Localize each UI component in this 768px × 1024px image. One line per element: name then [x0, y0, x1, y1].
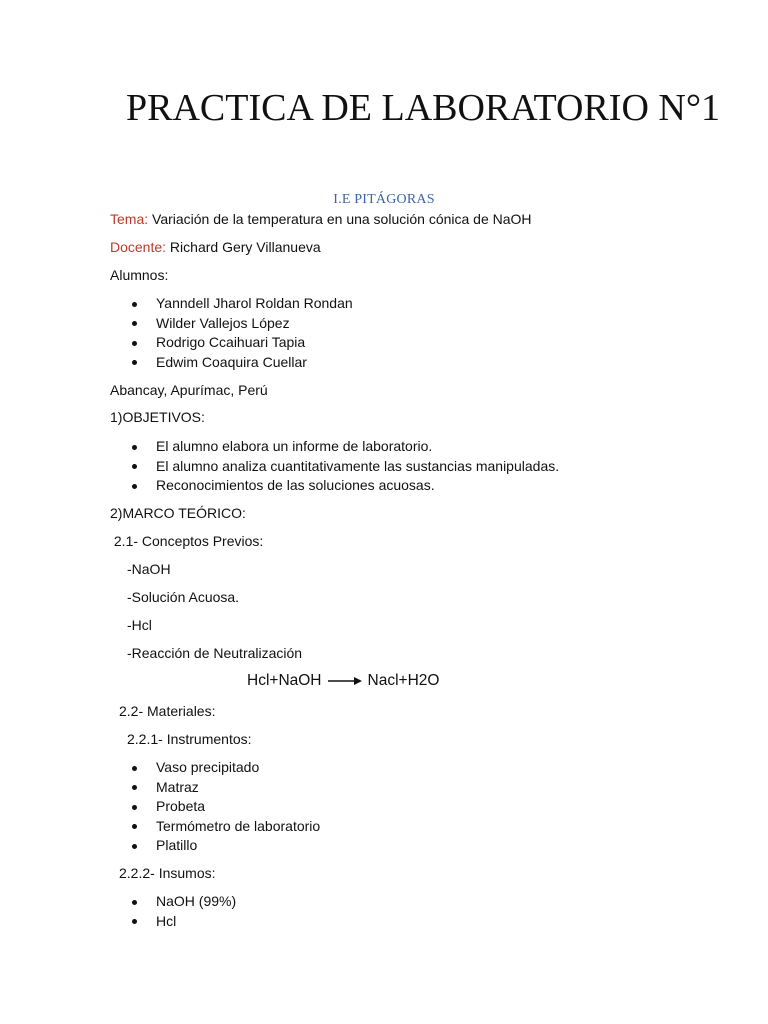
concepto-item: -Solución Acuosa.: [127, 589, 240, 605]
list-item: Probeta: [130, 797, 320, 817]
list-item: El alumno analiza cuantitativamente las sustancias manipuladas.: [130, 457, 559, 477]
concepto-item: -NaOH: [127, 561, 171, 577]
list-item: Termómetro de laboratorio: [130, 817, 320, 837]
alumnos-heading: Alumnos:: [110, 267, 169, 283]
tema-value: Variación de la temperatura en una solución cónica de NaOH: [148, 211, 532, 227]
list-item: Edwim Coaquira Cuellar: [130, 353, 353, 373]
marco-heading: 2)MARCO TEÓRICO:: [110, 505, 246, 521]
page-title: PRACTICA DE LABORATORIO N°1: [126, 87, 721, 129]
objetivos-list: [130, 437, 559, 496]
instrumentos-heading: 2.2.1- Instrumentos:: [127, 731, 252, 747]
tema-label: Tema:: [110, 211, 149, 227]
concepto-item: -Hcl: [127, 617, 152, 633]
school-name: I.E PITÁGORAS: [333, 192, 435, 207]
reaction-reactants: Hcl+NaOH: [247, 672, 322, 689]
docente-line: [110, 239, 321, 255]
list-item: El alumno elabora un informe de laboratorio.: [130, 437, 559, 457]
reaction-products: Nacl+H2O: [367, 672, 440, 689]
list-item: Yanndell Jharol Roldan Rondan: [130, 294, 353, 314]
list-item: NaOH (99%): [130, 892, 236, 912]
concepto-item: -Reacción de Neutralización: [127, 645, 303, 661]
instrumentos-list: [130, 758, 320, 856]
reaction-equation: [247, 672, 439, 690]
list-item: Rodrigo Ccaihuari Tapia: [130, 333, 353, 353]
alumnos-list: [130, 294, 353, 372]
tema-line: [110, 211, 532, 227]
arrow-right-icon: [328, 675, 362, 687]
list-item: Hcl: [130, 912, 236, 932]
list-item: Reconocimientos de las soluciones acuosas.: [130, 476, 559, 496]
materiales-heading: 2.2- Materiales:: [119, 703, 216, 719]
location-text: Abancay, Apurímac, Perú: [110, 382, 268, 398]
docente-label: Docente:: [110, 239, 167, 255]
docente-value: Richard Gery Villanueva: [166, 239, 321, 255]
objetivos-heading: 1)OBJETIVOS:: [110, 409, 205, 425]
conceptos-heading: 2.1- Conceptos Previos:: [110, 533, 264, 549]
list-item: Platillo: [130, 836, 320, 856]
insumos-list: [130, 892, 236, 931]
list-item: Vaso precipitado: [130, 758, 320, 778]
insumos-heading: 2.2.2- Insumos:: [119, 865, 216, 881]
list-item: Matraz: [130, 778, 320, 798]
list-item: Wilder Vallejos López: [130, 314, 353, 334]
